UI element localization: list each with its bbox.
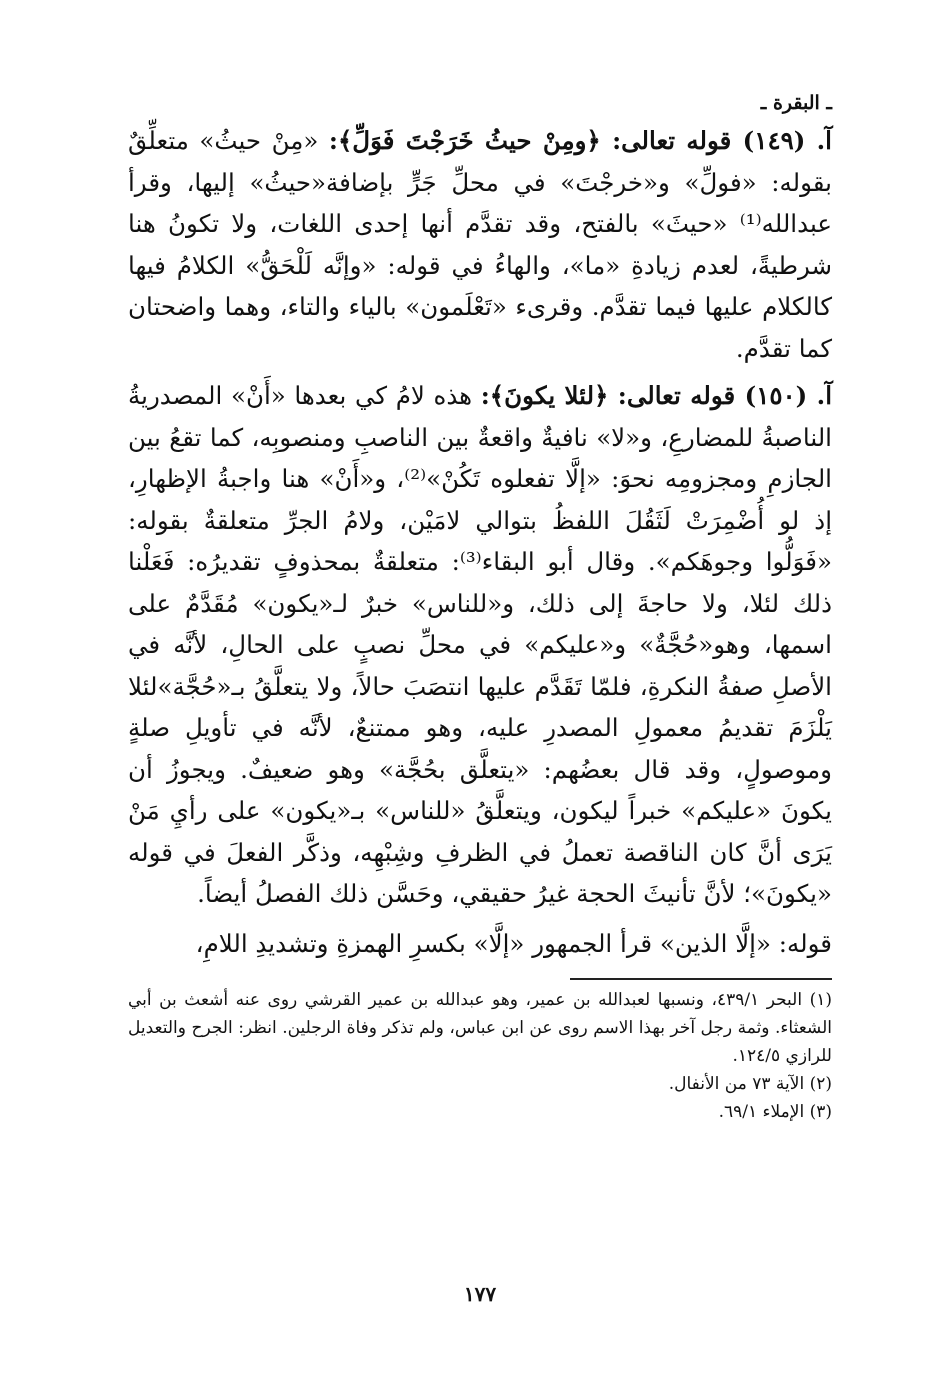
verse-heading: آ. (١٤٩) قوله تعالى: ﴿ومِنْ حيثُ خَرَجْتَ فَوَلِّ﴾: — [328, 126, 832, 155]
running-header: ـ البقرة ـ — [760, 92, 832, 114]
paragraph-text: «مِنْ حيثُ» متعلِّقٌ بقوله: «فولِّ» و«خرجْتَ» في محلِّ جَرٍّ بإضافة«حيثُ» إليها، وقرأ عبدالله⁽¹⁾ «حيثَ» بالفتح، وقد تقدَّم أنها إحدى اللغات، ولا تكونُ هنا شرطيةً، لعدم زيادةِ «ما»، والهاءُ في قوله: «وإنَّه لَلْحَقُّ» الكلامُ فيها كالكلام عليها فيما تقدَّم. وقرىء «تَعْلَمون» بالياء والتاء، وهما واضحتان كما تقدَّم. — [128, 126, 832, 363]
page-number: ١٧٧ — [463, 1282, 497, 1306]
paragraph-continuation — [128, 923, 832, 965]
footnote-divider — [570, 978, 832, 980]
document-page — [128, 92, 832, 1352]
footnote-2: (٢) الآية ٧٣ من الأنفال. — [668, 1074, 832, 1094]
paragraph-text: هذه لامُ كي بعدها «أَنْ» المصدريةُ الناصبةُ للمضارعِ، و«لا» نافيةٌ واقعةٌ بين الناصبِ ومنصوبِه، كما تقعُ بين الجازمِ ومجزومِه نحوَ: «إلَّا تفعلوه تَكُنْ»⁽²⁾، و«أَنْ» هنا واجبةُ الإظهارِ، إذ لو أُضْمِرَتْ لَثَقُلَ اللفظُ بتوالي لامَيْن، ولامُ الجرِّ متعلقةٌ بقوله: «فَوَلُّوا وجوهَكم». وقال أبو البقاء⁽³⁾: متعلقةٌ بمحذوفٍ تقديرُه: فَعَلْنا ذلك لئلا، ولا حاجةَ إلى ذلك، و«للناس» خبرٌ لـ«يكون» مُقَدَّمٌ على اسمها، وهو«حُجَّةٌ» و«عليكم» في محلِّ نصبٍ على الحالِ، لأنَّه في الأصلِ صفةُ النكرةِ، فلمّا تَقَدَّم عليها انتصَبَ حالاً، ولا يتعلَّقُ بـ«حُجَّة»لئلا يَلْزَمَ تقديمُ معمولِ المصدرِ عليه، وهو ممتنعٌ، لأنَّه في تأويلِ صلةٍ وموصولٍ، وقد قال بعضُهم: «يتعلَّق بحُجَّة» وهو ضعيفٌ. ويجوزُ أن يكونَ «عليكم» خبراً ليكون، ويتعلَّقُ «للناس» بـ«يكون» على رأيِ مَنْ يَرَى أنَّ كان الناقصة تعملُ في الظرفِ وشِبْهِه، وذكَّر الفعلَ في قوله «يكونَ»؛ لأنَّ تأنيثَ الحجة غيرُ حقيقي، وحَسَّن ذلك الفصلُ أيضاً. — [128, 381, 832, 908]
verse-heading: آ. (١٥٠) قوله تعالى: ﴿لئلا يكونَ﴾: — [480, 381, 832, 410]
footnote-3: (٣) الإملاء ٦٩/١. — [718, 1102, 832, 1122]
footnotes — [128, 986, 832, 1126]
paragraph-verse-149 — [128, 120, 832, 369]
paragraph-text: قوله: «إلَّا الذين» قرأ الجمهور «إلَّا» بكسرِ الهمزةِ وتشديدِ اللامِ، — [195, 928, 832, 958]
paragraph-verse-150 — [128, 375, 832, 915]
footnote-1: (١) البحر ٤٣٩/١، ونسبها لعبدالله بن عمير، وهو عبدالله بن عمير القرشي روى عنه أشعث بن أبي الشعثاء. وثمة رجل آخر بهذا الاسم روى عن ابن عباس، ولم تذكر وفاة الرجلين. انظر: الجرح والتعديل للرازي ١٢٤/٥. — [128, 990, 832, 1066]
